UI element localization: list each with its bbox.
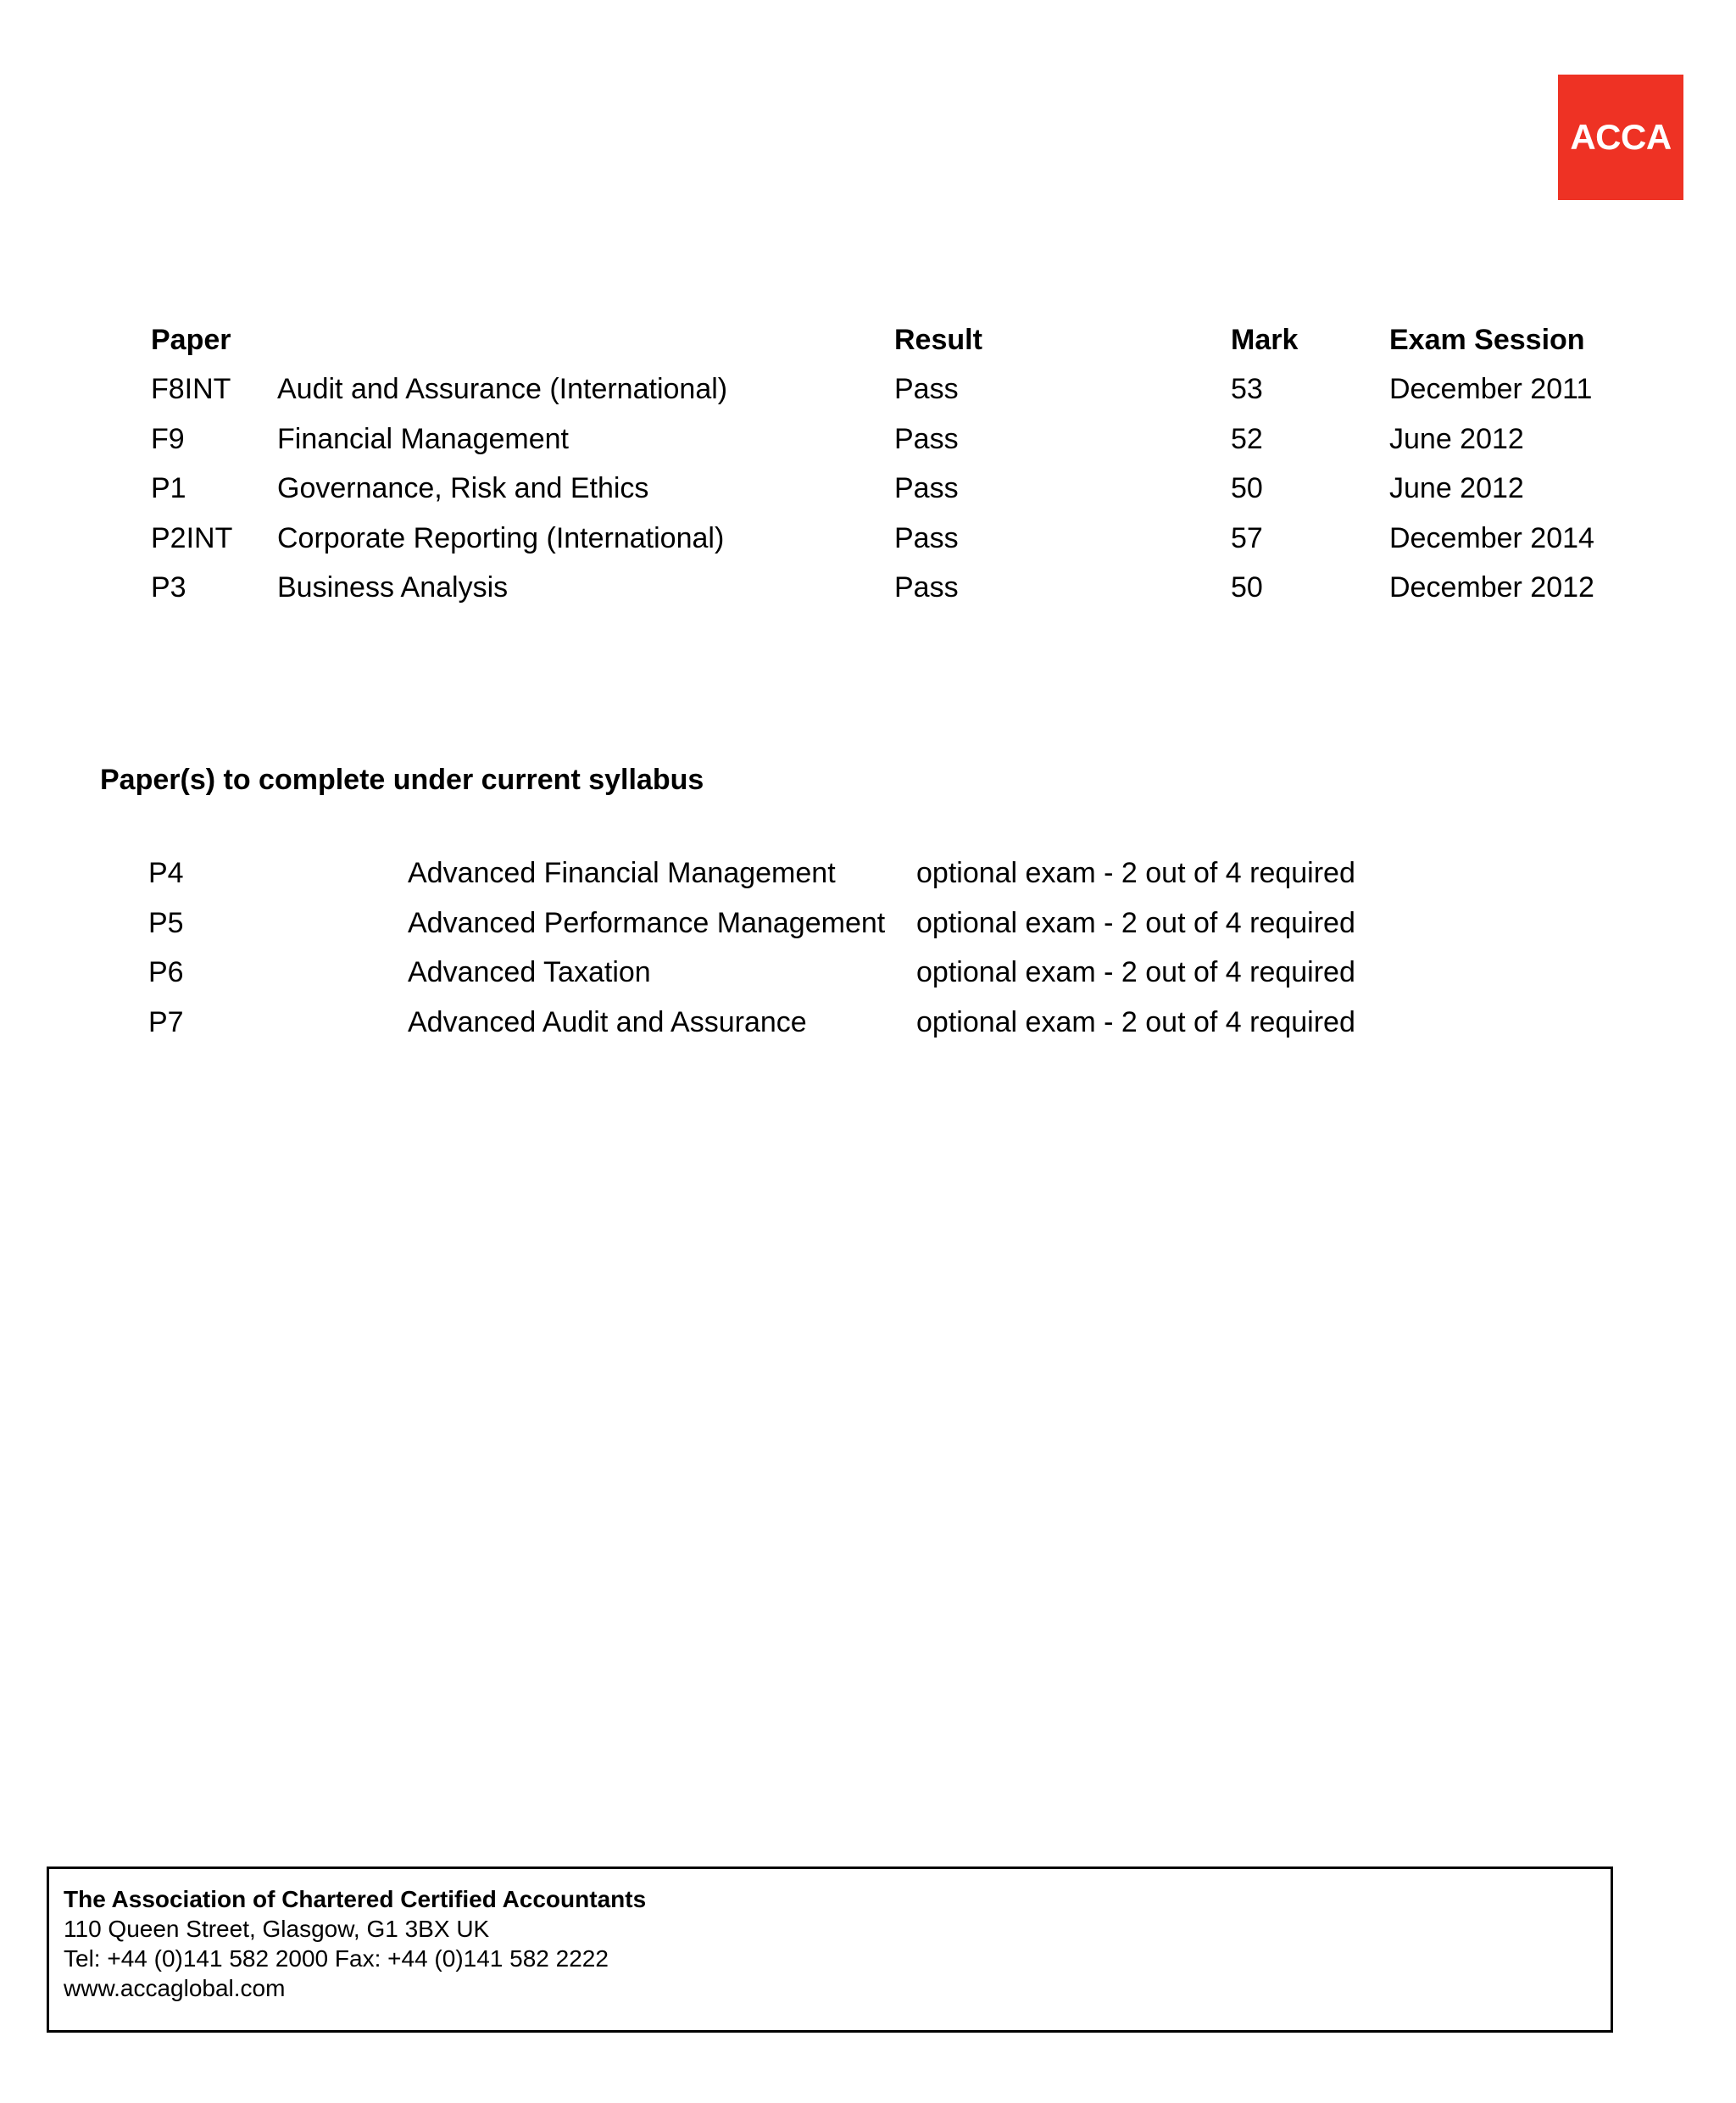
remaining-code: P4 (148, 857, 184, 889)
remaining-row (0, 952, 1736, 993)
results-row (0, 468, 1736, 509)
remaining-row (0, 1002, 1736, 1043)
results-row (0, 567, 1736, 608)
remaining-papers-title: Paper(s) to complete under current syllabus (100, 764, 704, 796)
paper-code: P1 (151, 472, 186, 504)
results-row (0, 518, 1736, 559)
footer-address-box (47, 1867, 1613, 2033)
footer-contact: Tel: +44 (0)141 582 2000 Fax: +44 (0)141 582 2222 (64, 1945, 609, 1972)
paper-session: June 2012 (1389, 472, 1524, 504)
paper-result: Pass (894, 522, 959, 554)
remaining-code: P7 (148, 1006, 184, 1038)
remaining-row (0, 853, 1736, 893)
remaining-note: optional exam - 2 out of 4 required (916, 857, 1355, 889)
paper-session: December 2012 (1389, 571, 1594, 604)
header-mark: Mark (1231, 324, 1299, 356)
paper-mark: 53 (1231, 373, 1263, 405)
remaining-note: optional exam - 2 out of 4 required (916, 956, 1355, 988)
paper-session: December 2011 (1389, 373, 1593, 405)
paper-code: P2INT (151, 522, 233, 554)
paper-mark: 57 (1231, 522, 1263, 554)
acca-logo (1558, 75, 1683, 200)
paper-code: F8INT (151, 373, 231, 405)
remaining-code: P6 (148, 956, 184, 988)
paper-result: Pass (894, 423, 959, 455)
paper-mark: 50 (1231, 571, 1263, 604)
remaining-name: Advanced Performance Management (408, 907, 886, 939)
header-result: Result (894, 324, 982, 356)
remaining-name: Advanced Taxation (408, 956, 651, 988)
paper-name: Audit and Assurance (International) (277, 373, 728, 405)
acca-logo-text: ACCA (1570, 117, 1672, 157)
paper-mark: 52 (1231, 423, 1263, 455)
remaining-code: P5 (148, 907, 184, 939)
remaining-note: optional exam - 2 out of 4 required (916, 907, 1355, 939)
paper-result: Pass (894, 571, 959, 604)
paper-mark: 50 (1231, 472, 1263, 504)
paper-session: June 2012 (1389, 423, 1524, 455)
paper-name: Governance, Risk and Ethics (277, 472, 649, 504)
results-row (0, 369, 1736, 409)
results-row (0, 419, 1736, 459)
footer-address: 110 Queen Street, Glasgow, G1 3BX UK (64, 1916, 490, 1942)
paper-session: December 2014 (1389, 522, 1594, 554)
paper-name: Business Analysis (277, 571, 509, 604)
header-exam-session: Exam Session (1389, 324, 1585, 356)
footer-website-link[interactable]: www.accaglobal.com (64, 1975, 286, 2001)
remaining-row (0, 903, 1736, 943)
results-header-row (0, 320, 1736, 360)
paper-result: Pass (894, 373, 959, 405)
header-paper: Paper (151, 324, 231, 356)
remaining-note: optional exam - 2 out of 4 required (916, 1006, 1355, 1038)
paper-code: P3 (151, 571, 186, 604)
footer-org-name: The Association of Chartered Certified Accountants (64, 1886, 647, 1912)
paper-result: Pass (894, 472, 959, 504)
paper-name: Financial Management (277, 423, 569, 455)
paper-name: Corporate Reporting (International) (277, 522, 725, 554)
paper-code: F9 (151, 423, 185, 455)
remaining-name: Advanced Audit and Assurance (408, 1006, 807, 1038)
remaining-name: Advanced Financial Management (408, 857, 836, 889)
